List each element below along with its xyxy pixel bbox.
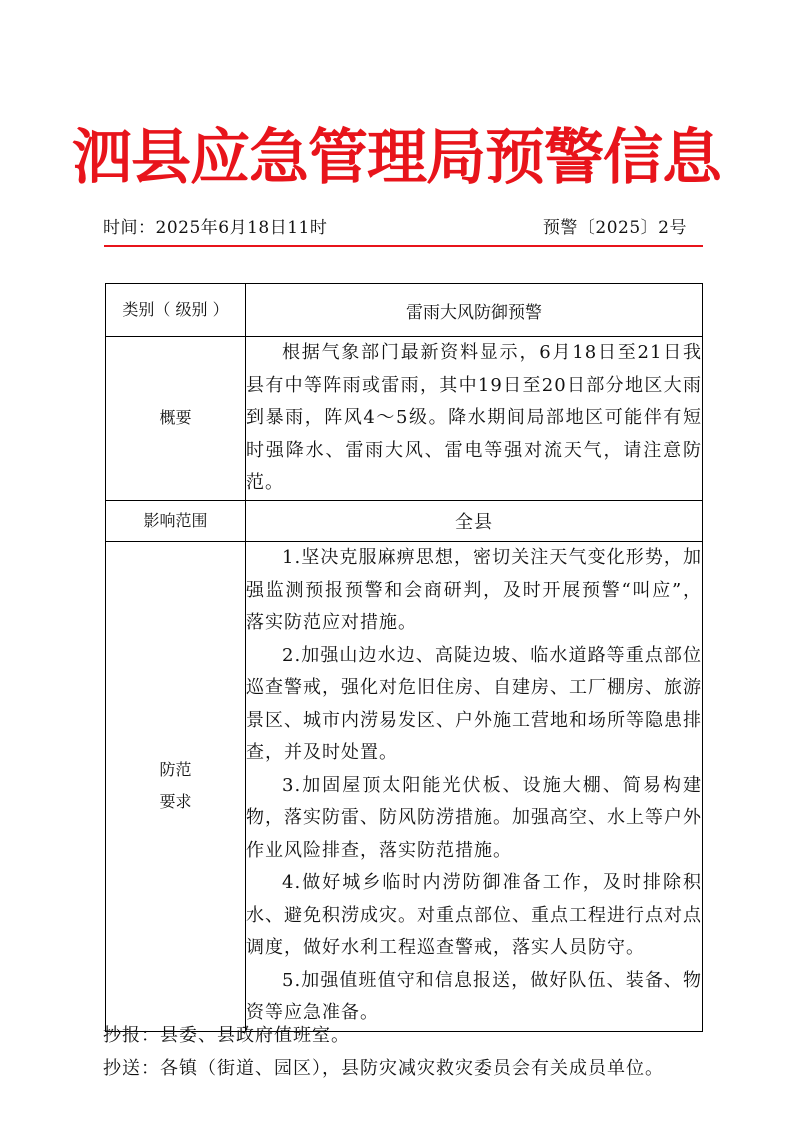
table-row-category — [106, 284, 703, 337]
requirements-label-line-2: 要求 — [159, 792, 192, 811]
requirements-value — [246, 541, 703, 1031]
table-row-requirements — [106, 541, 703, 1031]
requirement-item-3: 3.加固屋顶太阳能光伏板、设施大棚、简易构建物，落实防雷、防风防涝措施。加强高空、水上等户外作业风险排查，落实防范措施。 — [246, 774, 702, 861]
issue-time: 时间：2025年6月18日11时 — [103, 218, 328, 238]
warning-number: 预警〔2025〕2号 — [542, 218, 687, 238]
requirements-label — [106, 541, 246, 1031]
requirement-item-5: 5.加强值班值守和信息报送，做好队伍、装备、物资等应急准备。 — [246, 969, 702, 1024]
requirements-label-line-1: 防范 — [159, 760, 192, 779]
warning-info-table — [105, 283, 703, 1032]
summary-label: 概要 — [106, 337, 246, 501]
requirement-item-4: 4.做好城乡临时内涝防御准备工作，及时排除积水、避免积涝成灾。对重点部位、重点工程进行点对点调度，做好水利工程巡查警戒，落实人员防守。 — [246, 872, 702, 959]
table-row-summary — [106, 337, 703, 501]
scope-value: 全县 — [246, 500, 703, 541]
header-divider — [104, 245, 703, 247]
summary-paragraph: 根据气象部门最新资料显示，6月18日至21日我县有中等阵雨或雷雨，其中19日至20日部分地区大雨到暴雨，阵风4～5级。降水期间局部地区可能伴有短时强降水、雷雨大风、雷电等强对流天气，请注意防范。 — [246, 342, 702, 493]
summary-value — [246, 337, 703, 501]
requirement-item-2: 2.加强山边水边、高陡边坡、临水道路等重点部位巡查警戒，强化对危旧住房、自建房、工厂棚房、旅游景区、城市内涝易发区、户外施工营地和场所等隐患排查，并及时处置。 — [246, 644, 702, 764]
category-label: 类别（ 级别 ） — [106, 284, 246, 337]
table-row-scope — [106, 500, 703, 541]
requirement-item-1: 1.坚决克服麻痹思想，密切关注天气变化形势，加强监测预报预警和会商研判，及时开展预警“叫应”，落实防范应对措施。 — [246, 547, 702, 634]
category-value: 雷雨大风防御预警 — [246, 284, 703, 337]
cc-report-line: 抄报：县委、县政府值班室。 — [103, 1025, 350, 1046]
cc-send-line: 抄送：各镇（街道、园区），县防灾减灾救灾委员会有关成员单位。 — [103, 1058, 664, 1079]
document-title: 泗县应急管理局预警信息 — [72, 123, 721, 193]
scope-label: 影响范围 — [106, 500, 246, 541]
